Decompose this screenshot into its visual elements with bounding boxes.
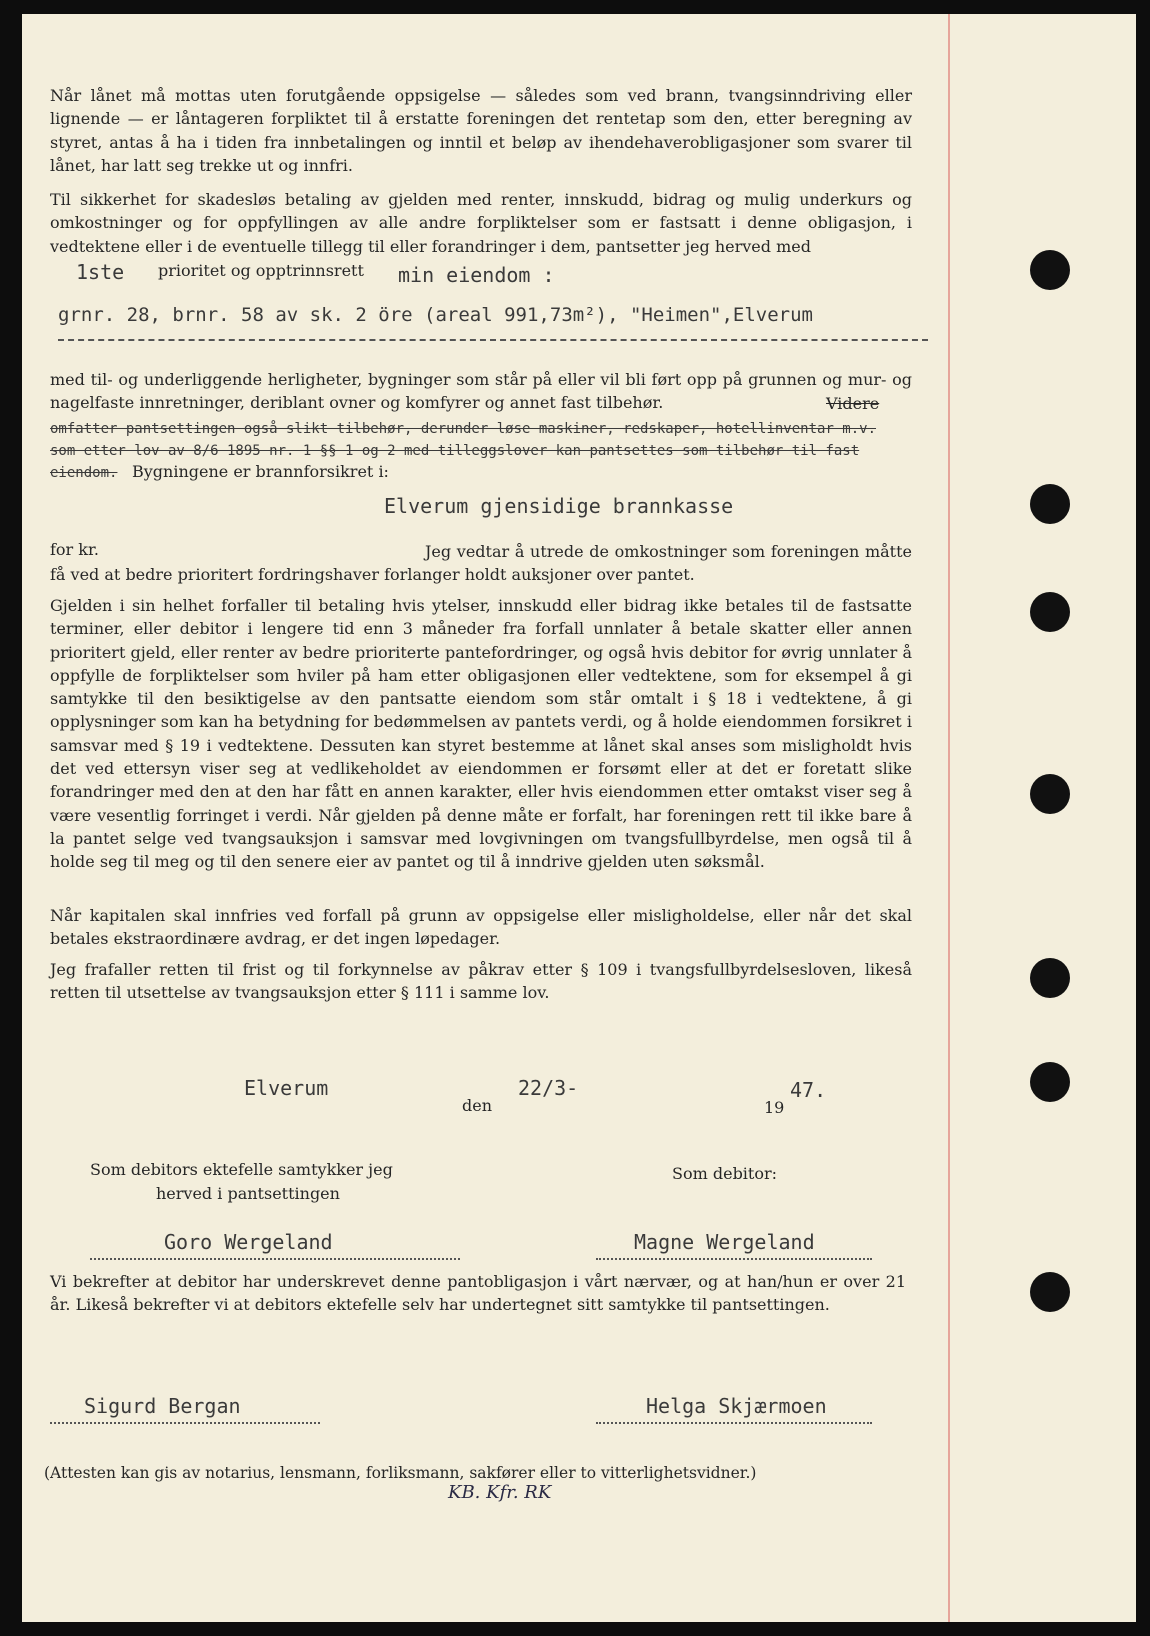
year-prefix: 19 <box>764 1098 785 1117</box>
den-label: den <box>462 1096 493 1115</box>
year-suffix: 47. <box>790 1078 827 1102</box>
paragraph-waiver: Jeg frafaller retten til frist og til forkynnelse av påkrav etter § 109 i tvangsfullbyrdelsesloven, likeså retten til utsettelse av tvangsauksjon etter § 111 i samme lov. <box>50 960 912 1003</box>
dashed-rule <box>58 339 928 341</box>
red-margin-line <box>948 14 950 1622</box>
paragraph-appurtenances: med til- og underliggende herligheter, bygninger som står på eller vil bli ført opp på grunnen og mur- og nagelfaste innretninger, deriblant ovner og komfyrer og annet fast tilbehør. <box>50 370 912 413</box>
witness-2-signature: Helga Skjærmoen <box>646 1394 827 1418</box>
struck-text-line-3: eiendom. <box>50 465 118 481</box>
struck-text-videre: Videre <box>826 394 880 413</box>
paragraph-witness-confirmation: Vi bekrefter at debitor har underskrevet denne pantobligasjon i vårt nærvær, og at han/hun er over 21 år. Likeså bekrefter vi at debitors ektefelle selv har undertegnet sitt samtykke til pantsettingen. <box>50 1272 906 1315</box>
binder-hole <box>1030 1272 1070 1312</box>
property-intro-typed: min eiendom : <box>398 263 555 287</box>
paragraph-early-repayment: Når lånet må mottas uten forutgående oppsigelse — således som ved brann, tvangsinndriving eller lignende — er låntageren forpliktet til å erstatte foreningen det rentetap som den, etter beregning av styret, antas å ha i tiden fra innbetalingen og inntil et beløp av ihendehaverobligasjoner som svarer til lånet, har latt seg trekke ut og innfri. <box>50 86 912 175</box>
priority-typed: 1ste <box>76 260 125 284</box>
paragraph-costs: Jeg vedtar å utrede de omkostninger som foreningen måtte få ved at bedre prioritert fordringshaver forlanger holdt auksjoner over pantet. <box>50 542 912 585</box>
binder-hole <box>1030 484 1070 524</box>
binder-hole <box>1030 592 1070 632</box>
binder-hole <box>1030 774 1070 814</box>
paragraph-security: Til sikkerhet for skadesløs betaling av gjelden med renter, innskudd, bidrag og mulig underkurs og omkostninger og for oppfyllingen av alle andre forpliktelser som er fastsatt i denne obligasjon, i vedtektene eller i de eventuelle tillegg til eller forandringer i dem, pantsetter jeg herved med <box>50 190 912 256</box>
binder-hole <box>1030 958 1070 998</box>
witness-1-signature: Sigurd Bergan <box>84 1394 241 1418</box>
date: 22/3- <box>518 1076 579 1100</box>
debtor-label: Som debitor: <box>672 1164 778 1183</box>
spouse-signature-line <box>90 1258 460 1260</box>
debtor-signature-line <box>596 1258 872 1260</box>
for-kr-label: for kr. <box>50 540 99 559</box>
document-page <box>22 14 1136 1622</box>
priority-label: prioritet og opptrinnsrett <box>158 261 364 280</box>
property-description: grnr. 28, brnr. 58 av sk. 2 öre (areal 991,73m²), "Heimen",Elverum <box>58 304 813 326</box>
binder-hole <box>1030 250 1070 290</box>
paragraph-no-grace-days: Når kapitalen skal innfries ved forfall på grunn av oppsigelse eller misligholdelse, eller når det skal betales ekstraordinære avdrag, er det ingen løpedager. <box>50 906 912 949</box>
spouse-consent-label-2: herved i pantsettingen <box>156 1184 340 1203</box>
spouse-consent-label-1: Som debitors ektefelle samtykker jeg <box>90 1160 393 1179</box>
debtor-signature: Magne Wergeland <box>634 1230 815 1254</box>
paragraph-default: Gjelden i sin helhet forfaller til betaling hvis ytelser, innskudd eller bidrag ikke betales til de fastsatte terminer, eller debitor i lengere tid enn 3 måneder fra forfall unnlater å betale skatter eller annen prioritert gjeld, eller renter av bedre prioriterte pantefordringer, og også hvis debitor for øvrig unnlater å oppfylle de forpliktelser som hviler på ham etter obligasjonen eller vedtektene, som for eksempel å gi samtykke til den besiktigelse av den pantsatte eiendom som står omtalt i § 18 i vedtektene, å gi opplysninger som kan ha betydning for bedømmelsen av pantets verdi, og å holde eiendommen forsikret i samsvar med § 19 i vedtektene. Dessuten kan styret bestemme at lånet skal anses som misligholdt hvis det ved ettersyn viser seg at vedlikeholdet av eiendommen er forsømt eller at det er foretatt slike forandringer med den at den har fått en annen karakter, eller hvis eiendommen etter omtakst viser seg å være vesentlig forringet i verdi. Når gjelden på denne måte er forfalt, har foreningen rett til ikke bare å la pantet selge ved tvangsauksjon i samsvar med lovgivningen om tvangsfullbyrdelse, men også til å holde seg til meg og til den senere eier av pantet og til å inndrive gjelden uten søksmål. <box>50 596 912 872</box>
footnote: (Attesten kan gis av notarius, lensmann, forliksmann, sakfører eller to vitterlighetsvidner.) <box>44 1464 757 1482</box>
binder-hole <box>1030 1062 1070 1102</box>
spouse-signature: Goro Wergeland <box>164 1230 333 1254</box>
struck-text-line-2: som etter lov av 8/6 1895 nr. 1 §§ 1 og 2 med tilleggslover kan pantsettes som tilbehør til fast <box>50 443 860 459</box>
insurance-company: Elverum gjensidige brannkasse <box>384 494 734 518</box>
registry-initials: KB. Kfr. RK <box>448 1482 552 1503</box>
witness-2-signature-line <box>596 1422 872 1424</box>
place: Elverum <box>244 1076 329 1100</box>
witness-1-signature-line <box>50 1422 320 1424</box>
insurance-label: Bygningene er brannforsikret i: <box>132 462 389 481</box>
struck-text-line-1: omfatter pantsettingen også slikt tilbehør, derunder løse maskiner, redskaper, hotellinventar m.v. <box>50 421 877 437</box>
